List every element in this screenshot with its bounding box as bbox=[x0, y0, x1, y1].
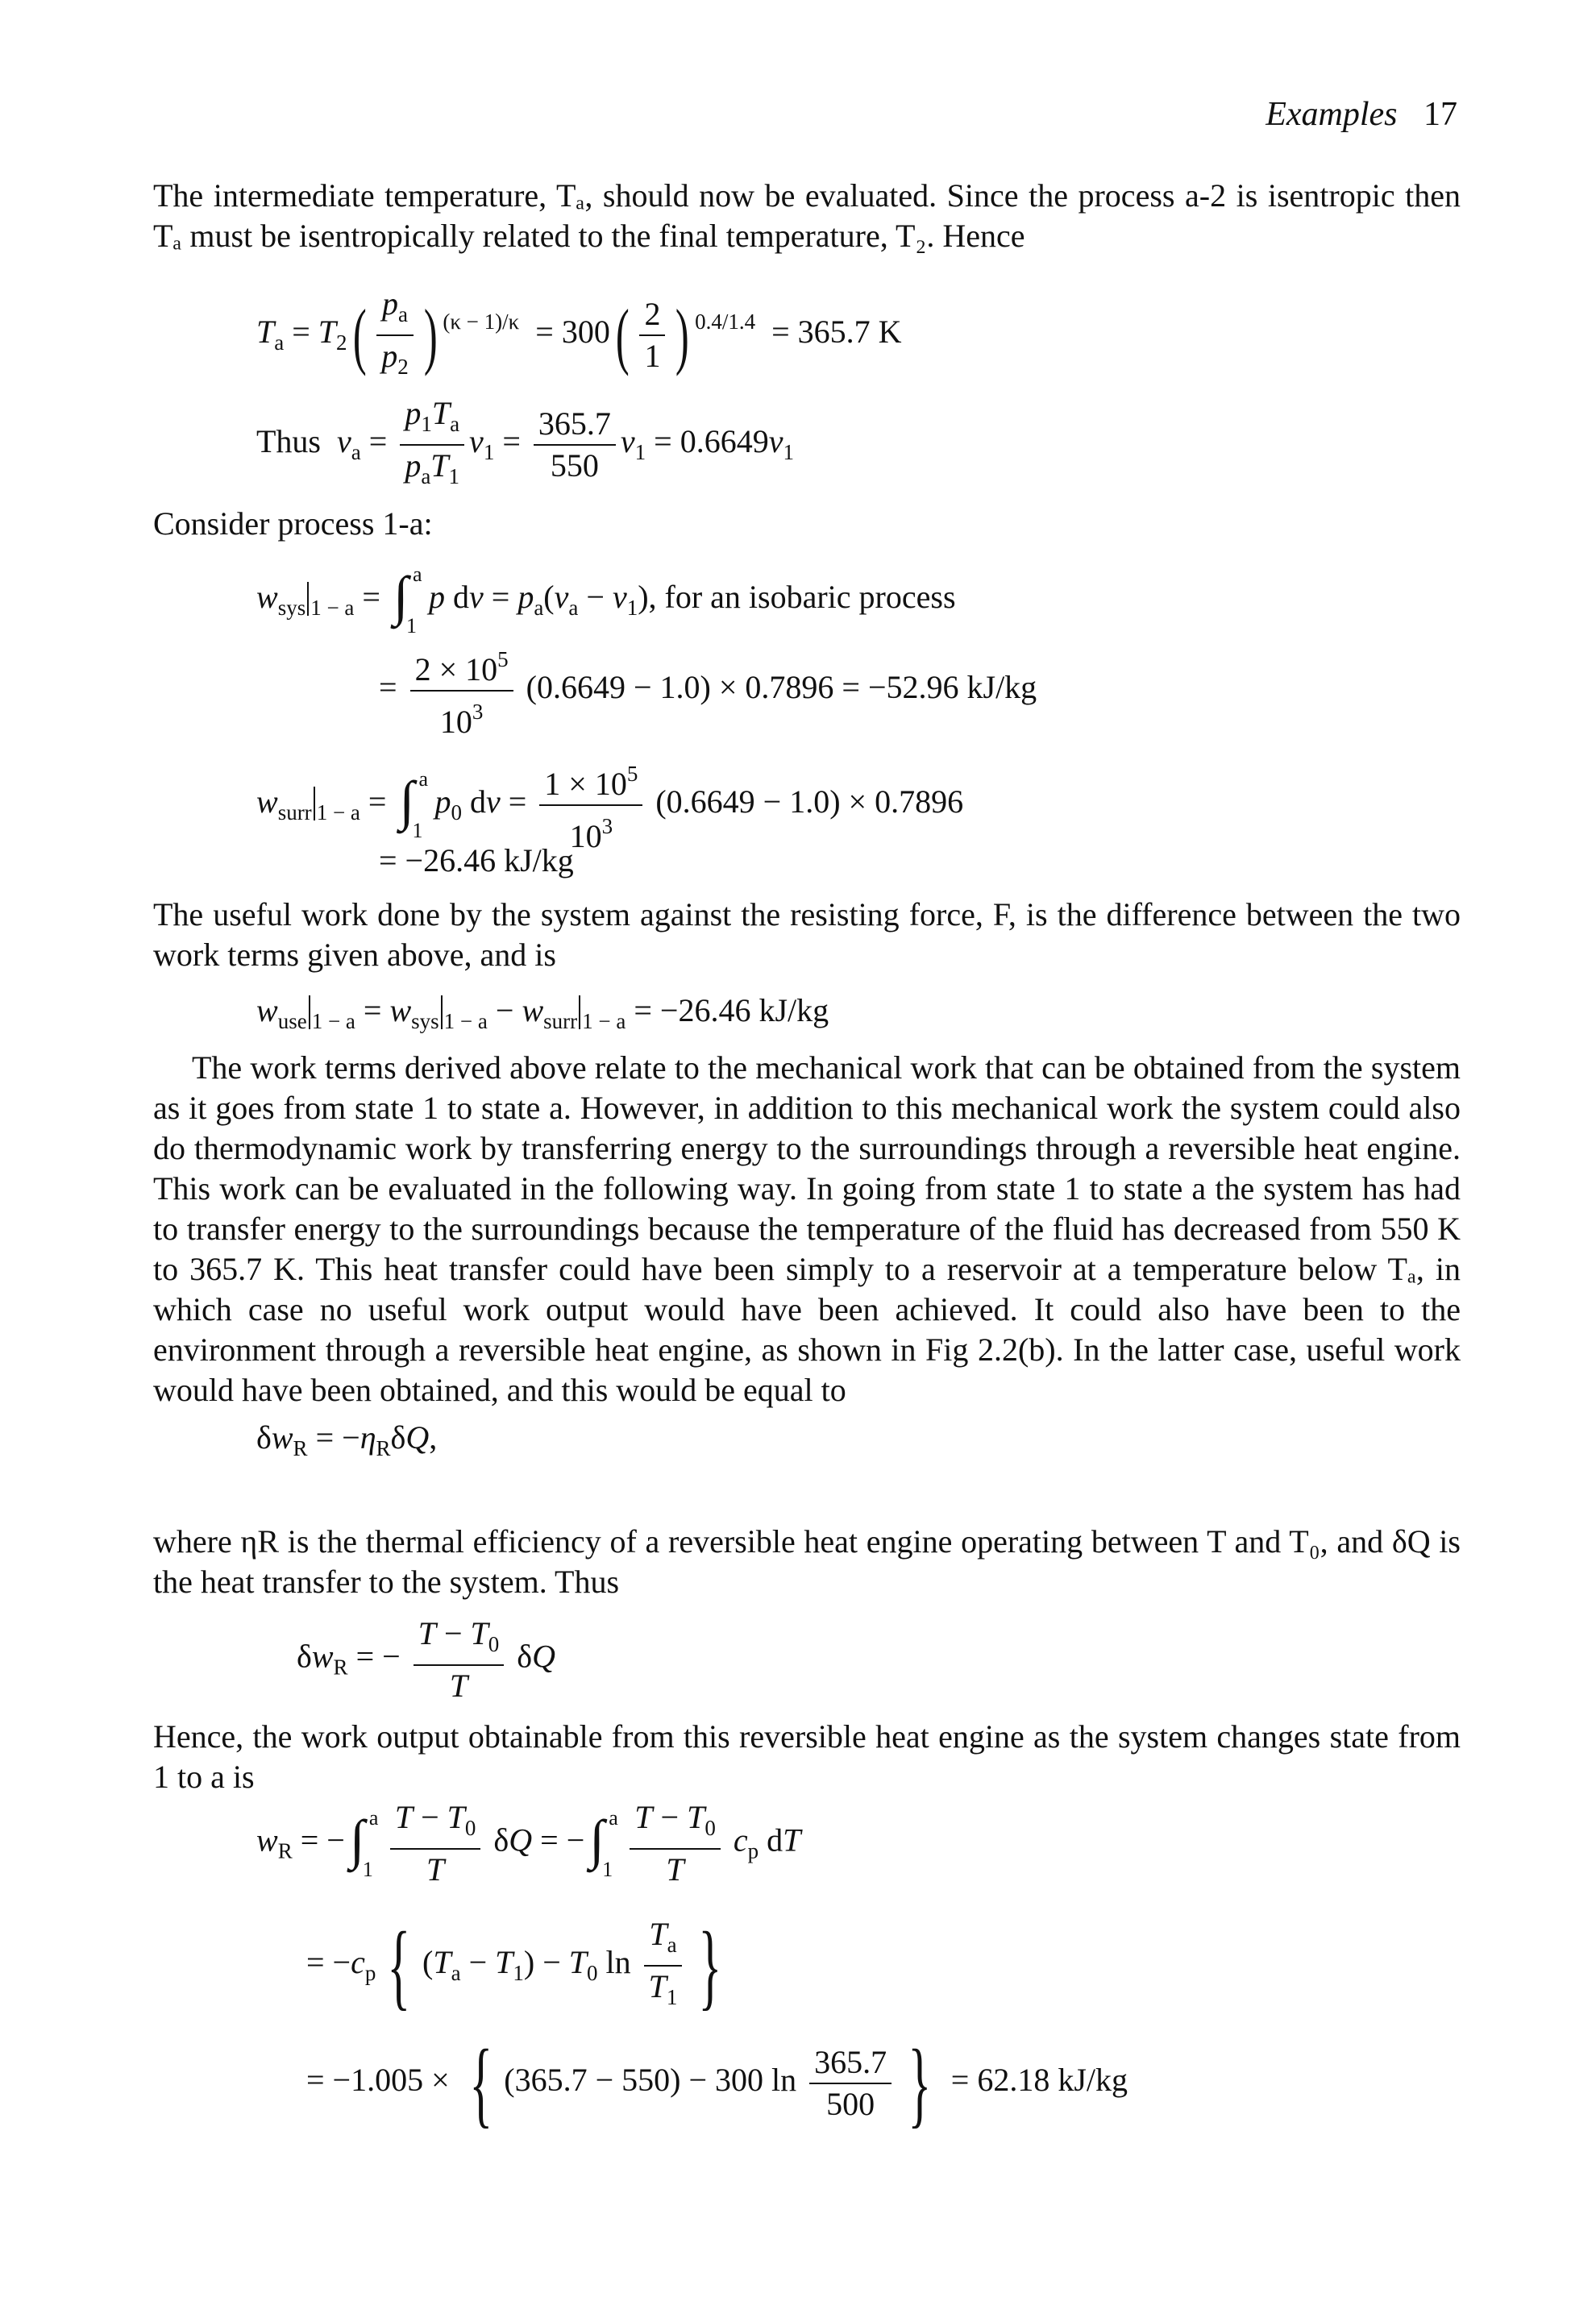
final-inner: (365.7 − 550) − 300 ln bbox=[504, 2062, 797, 2099]
equation-delta-wr-fraction: $\delta w_R$ = − $\frac{T - T_0}{T}$ δQ bbox=[297, 1615, 555, 1704]
final-denominator: 500 bbox=[826, 2086, 875, 2122]
equation-delta-wr: $\delta w_R = -\eta_R\delta Q$, bbox=[256, 1419, 438, 1460]
wsurr-tail: (0.6649 − 1.0) × 0.7896 bbox=[655, 783, 964, 820]
va-result: = 0.6649 bbox=[654, 423, 769, 460]
ta-result: = 365.7 K bbox=[771, 314, 902, 351]
paragraph-consider-process: Consider process 1-a: bbox=[153, 505, 433, 542]
wsurr-result: = −26.46 kJ/kg bbox=[379, 842, 574, 879]
final-result: = 62.18 kJ/kg bbox=[950, 2062, 1128, 2099]
wsurr-denominator: 10 bbox=[569, 818, 602, 854]
va-numerator: 365.7 bbox=[534, 404, 616, 446]
equation-wuse: $w_{use}$ $_{1 - a} = w_{sys}$ $_{1 - a} - w_{surr}$ $_{1 - a}$ = −26.46 kJ/kg bbox=[256, 992, 829, 1033]
exponent-ratio: 0.4/1.4 bbox=[695, 309, 756, 334]
ta-base-value: 300 bbox=[561, 314, 610, 351]
equation-wsys-value: = $\frac{2 \times 10^5}{10^3}$ (0.6649 − 1.0) × 0.7896 = −52.96 kJ/kg bbox=[379, 639, 1037, 742]
exponent-kappa: (κ − 1)/κ bbox=[443, 309, 520, 334]
wsys-denominator: 10 bbox=[439, 704, 472, 740]
wuse-result: = −26.46 kJ/kg bbox=[634, 992, 829, 1028]
integral-sign: ∫ a 1 bbox=[393, 563, 422, 638]
va-denominator: 550 bbox=[550, 447, 599, 484]
equation-wr-general: = $-c_p$ { $(T_a - T_1) - T_0$ ln $\frac{T_a}{T_1}$ } bbox=[306, 1912, 722, 2019]
paragraph-work-terms: The work terms derived above relate to the mechanical work that can be obtained from the system as it goes from state 1 to state a. However, in addition to this mechanical work the system could also do thermodynamic work by transferring energy to the surroundings through a reversible heat engine. This work can be evaluated in the following way. In going from state 1 to state a the system has had to transfer energy to the surroundings because the temperature of the fluid has decreased from 550 K to 365.7 K. This heat transfer could have been simply to a reservoir at a temperature below Tₐ, in which case no useful work output would have been achieved. It could also have been to the environment through a reversible heat engine, as shown in Fig 2.2(b). In the latter case, useful work would have been obtained, and this would be equal to bbox=[153, 1049, 1461, 1408]
equation-va: Thus $v_a$ = $\frac{p_1T_a}{p_aT_1}$ $v_1$ = $\frac{365.7}{550}$ $v_1 = 0.6649v_1$ bbox=[256, 395, 794, 488]
equation-ta: $T_a = T_2$( $\frac{p_a}{p_2}$ ) $^{(\kappa - 1)/\kappa}$ = 300( $\frac{2}{1}$ ) $^{0.4/1.4}$ = 365.7 K bbox=[256, 285, 902, 379]
final-numerator: 365.7 bbox=[809, 2042, 892, 2084]
paragraph-intermediate-temperature: The intermediate temperature, Tₐ, should now be evaluated. Since the process a-2 is isentropic then Tₐ must be isentropically related to the final temperature, T₂. Hence bbox=[153, 177, 1461, 254]
equation-wr-integral: $w_R$ = − ∫ a 1 $\frac{T - T_0}{T}$ δQ = − ∫ a 1 $\frac{T - T_0}{T}$ $c_p$ dT bbox=[256, 1799, 801, 1888]
paragraph-useful-work: The useful work done by the system against the resisting force, F, is the difference between the two work terms given above, and is bbox=[153, 896, 1461, 973]
wsys-numerator: 2 × 10 bbox=[414, 651, 498, 687]
thus-label: Thus bbox=[256, 423, 321, 460]
final-coefficient: = −1.005 × bbox=[306, 2062, 450, 2099]
equation-wsurr: $w_{surr}$ $_{1 - a}$ = ∫ a 1 $p_0$ dv = $\frac{1 \times 10^5}{10^3}$ (0.6649 − 1.0) × 0.7896 bbox=[256, 754, 963, 857]
page-number: 17 bbox=[1424, 96, 1457, 133]
equation-wsys: $w_{sys}$ $_{1 - a}$ = ∫ a 1 p dv = $p_a(v_a - v_1)$, for an isobaric process bbox=[256, 563, 956, 638]
equation-wr-numeric: = −1.005 × { (365.7 − 550) − 300 ln $\frac{365.7}{500}$ } = 62.18 kJ/kg bbox=[306, 2029, 1128, 2137]
running-header bbox=[1266, 95, 1457, 134]
paragraph-hence: Hence, the work output obtainable from this reversible heat engine as the system changes state from 1 to a is bbox=[153, 1718, 1461, 1795]
isobaric-note: , for an isobaric process bbox=[648, 579, 956, 616]
paragraph-where: where ηR is the thermal efficiency of a reversible heat engine operating between T and T₀, and δQ is the heat transfer to the system. Thus bbox=[153, 1523, 1461, 1600]
wsurr-numerator: 1 × 10 bbox=[544, 766, 627, 802]
section-title: Examples bbox=[1266, 96, 1398, 133]
wsys-result: (0.6649 − 1.0) × 0.7896 = −52.96 kJ/kg bbox=[526, 669, 1037, 706]
